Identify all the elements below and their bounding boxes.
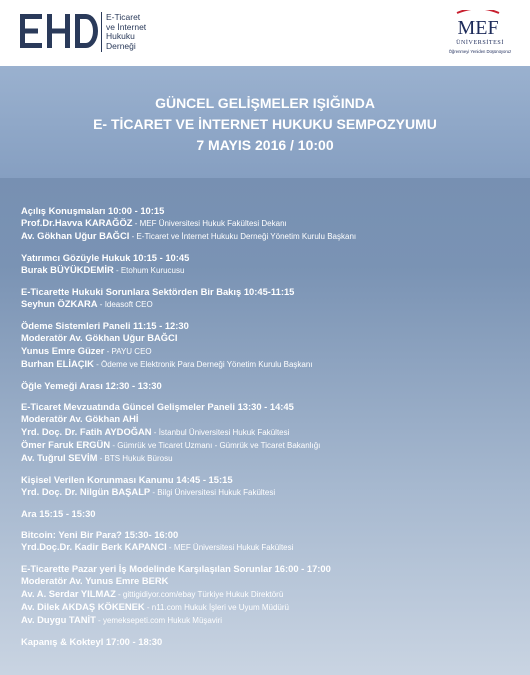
logo-divider (101, 12, 102, 52)
event-title-line1: GÜNCEL GELİŞMELER IŞIĞINDA (155, 95, 375, 111)
speaker-line (21, 426, 521, 439)
program-session (21, 252, 521, 277)
program-session (21, 205, 521, 243)
program-session (21, 508, 521, 520)
session-title: Öğle Yemeği Arası 12:30 - 13:30 (21, 380, 162, 391)
speaker-line (21, 264, 521, 277)
speaker-name: Moderatör Av. Yunus Emre BERK (21, 575, 169, 586)
speaker-role: - Bilgi Üniversitesi Hukuk Fakültesi (150, 488, 276, 497)
speaker-role: - Etohum Kurucusu (113, 266, 185, 275)
speaker-line (21, 230, 521, 243)
speaker-line (21, 575, 521, 588)
speaker-role: - İstanbul Üniversitesi Hukuk Fakültesi (151, 428, 290, 437)
session-title: E-Ticaret Mevzuatında Güncel Gelişmeler Paneli 13:30 - 14:45 (21, 401, 294, 412)
speaker-name: Moderatör Av. Gökhan Uğur BAĞCI (21, 332, 178, 343)
session-title: Ödeme Sistemleri Paneli 11:15 - 12:30 (21, 320, 189, 331)
speaker-name: Moderatör Av. Gökhan AHİ (21, 413, 139, 424)
speaker-name: Burhan ELİAÇIK (21, 358, 94, 369)
program-session (21, 401, 521, 465)
session-title: Kapanış & Kokteyl 17:00 - 18:30 (21, 636, 163, 647)
speaker-line (21, 413, 521, 426)
speaker-name: Seyhun ÖZKARA (21, 298, 98, 309)
speaker-role: - gittigidiyor.com/ebay Türkiye Hukuk Direktörü (115, 590, 284, 599)
speaker-line (21, 601, 521, 614)
mef-logo (437, 10, 523, 62)
speaker-line (21, 486, 521, 499)
mef-university-label: ÜNİVERSİTESİ (456, 40, 504, 46)
ehd-org-line: E-Ticaret (106, 12, 141, 22)
speaker-role: - E-Ticaret ve İnternet Hukuku Derneği Yönetim Kurulu Başkanı (129, 232, 357, 241)
speaker-name: Yrd. Doç. Dr. Nilgün BAŞALP (21, 486, 151, 497)
speaker-line (21, 345, 521, 358)
speaker-role: - PAYU CEO (104, 347, 152, 356)
speaker-name: Burak BÜYÜKDEMİR (21, 264, 114, 275)
svg-text:MEF: MEF (457, 17, 499, 36)
mef-logo-mark (451, 10, 505, 36)
session-title: Kişisel Verilen Korunması Kanunu 14:45 - 15:15 (21, 474, 233, 485)
speaker-role: - n11.com Hukuk İşleri ve Uyum Müdürü (144, 603, 289, 612)
speaker-role: - Ideasoft CEO (97, 300, 153, 309)
program-session (21, 380, 521, 392)
speaker-line (21, 217, 521, 230)
speaker-line (21, 588, 521, 601)
ehd-org-line: Derneği (106, 40, 136, 51)
session-title: Ara 15:15 - 15:30 (21, 508, 96, 519)
speaker-name: Av. Tuğrul SEVİM (21, 452, 98, 463)
session-title: Bitcoin: Yeni Bir Para? 15:30- 16:00 (21, 529, 179, 540)
speaker-role: - MEF Üniversitesi Hukuk Fakültesi (166, 543, 294, 552)
ehd-logo (20, 14, 98, 48)
speaker-line (21, 439, 521, 452)
header (0, 0, 530, 66)
ehd-org-line: Hukuku (106, 31, 135, 41)
program-session (21, 529, 521, 554)
speaker-name: Av. Dilek AKDAŞ KÖKENEK (21, 601, 145, 612)
speaker-role: - Gümrük ve Ticaret Uzmanı - Gümrük ve Ticaret Bakanlığı (110, 441, 321, 450)
speaker-name: Prof.Dr.Havva KARAĞÖZ (21, 217, 133, 228)
program-list (21, 205, 521, 648)
speaker-line (21, 332, 521, 345)
speaker-line (21, 614, 521, 627)
speaker-name: Yrd. Doç. Dr. Fatih AYDOĞAN (21, 426, 152, 437)
session-title: E-Ticarette Hukuki Sorunlara Sektörden Bir Bakış 10:45-11:15 (21, 286, 295, 297)
speaker-name: Yunus Emre Güzer (21, 345, 105, 356)
speaker-name: Ömer Faruk ERGÜN (21, 439, 111, 450)
speaker-role: - yemeksepeti.com Hukuk Müşaviri (95, 616, 223, 625)
event-date: 7 MAYIS 2016 / 10:00 (196, 137, 334, 153)
speaker-name: Av. Duygu TANİT (21, 614, 96, 625)
speaker-line (21, 298, 521, 311)
speaker-role: - Ödeme ve Elektronik Para Derneği Yönetim Kurulu Başkanı (93, 360, 313, 369)
session-title: Açılış Konuşmaları 10:00 - 10:15 (21, 205, 165, 216)
program-session (21, 286, 521, 311)
speaker-name: Yrd.Doç.Dr. Kadir Berk KAPANCI (21, 541, 167, 552)
program-session (21, 636, 521, 648)
program-session (21, 563, 521, 627)
speaker-name: Av. Gökhan Uğur BAĞCI (21, 230, 130, 241)
event-title-line2: E- TİCARET VE İNTERNET HUKUKU SEMPOZYUMU (93, 116, 437, 132)
speaker-line (21, 358, 521, 371)
speaker-line (21, 452, 521, 465)
program-session (21, 320, 521, 371)
speaker-role: - MEF Üniversitesi Hukuk Fakültesi Dekanı (132, 219, 287, 228)
session-title: Yatırımcı Gözüyle Hukuk 10:15 - 10:45 (21, 252, 190, 263)
ehd-org-name (106, 13, 146, 51)
program-session (21, 474, 521, 499)
speaker-name: Av. A. Serdar YILMAZ (21, 588, 116, 599)
mef-tagline: Öğrenmeyi Yeniden Düşünüyoruz (448, 49, 512, 54)
session-title: E-Ticarette Pazar yeri İş Modelinde Karşılaşılan Sorunlar 16:00 - 17:00 (21, 563, 331, 574)
speaker-line (21, 541, 521, 554)
ehd-org-line: ve İnternet (106, 21, 147, 32)
speaker-role: - BTS Hukuk Bürosu (97, 454, 173, 463)
